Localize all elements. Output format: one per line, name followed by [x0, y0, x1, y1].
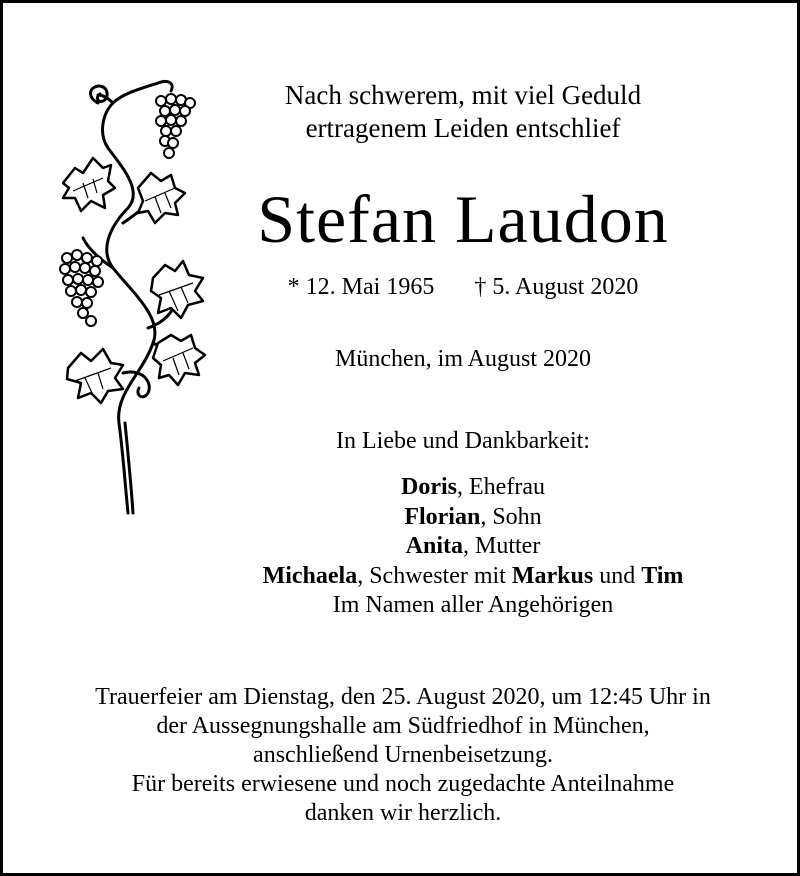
grapevine-illustration	[53, 73, 223, 523]
service-info	[23, 683, 783, 828]
mourner-name: Florian	[404, 503, 481, 530]
service-line: Trauerfeier am Dienstag, den 25. August 2020, um 12:45 Uhr in	[95, 684, 711, 710]
family-list	[193, 473, 753, 621]
mourner-role: , Ehefrau	[457, 474, 545, 500]
mourner-name: Anita	[405, 533, 463, 559]
service-line: Für bereits erwiesene und noch zugedachte Anteilnahme	[131, 771, 675, 797]
conjunction: und	[593, 562, 642, 589]
deceased-name: Stefan Laudon	[257, 181, 669, 257]
intro-line: ertragenem Leiden entschlief	[305, 113, 621, 143]
life-dates	[243, 271, 683, 303]
mourner-name: Michaela	[262, 562, 358, 589]
mourner-line	[193, 532, 753, 562]
mourner-name: Tim	[641, 562, 684, 589]
mourner-line	[193, 473, 753, 503]
mourner-name: Doris	[401, 474, 458, 500]
birth-date: * 12. Mai 1965	[287, 274, 435, 300]
all-relatives-line: Im Namen aller Angehörigen	[332, 592, 614, 618]
mourner-role: , Mutter	[463, 533, 541, 559]
thanks-line: In Liebe und Dankbarkeit:	[336, 428, 590, 454]
mourner-line	[193, 503, 753, 533]
service-line: anschließend Urnenbeisetzung.	[253, 742, 553, 768]
mourner-role: , Sohn	[480, 503, 542, 530]
death-date: † 5. August 2020	[474, 274, 639, 300]
place-date: München, im August 2020	[335, 346, 591, 372]
mourner-name: Markus	[511, 562, 594, 589]
mourner-line	[193, 562, 753, 592]
mourner-role: , Schwester mit	[357, 562, 512, 589]
service-line: danken wir herzlich.	[304, 800, 502, 826]
service-line: der Aussegnungshalle am Südfriedhof in München,	[156, 713, 650, 739]
intro-text	[233, 79, 693, 145]
intro-line: Nach schwerem, mit viel Geduld	[284, 80, 642, 110]
